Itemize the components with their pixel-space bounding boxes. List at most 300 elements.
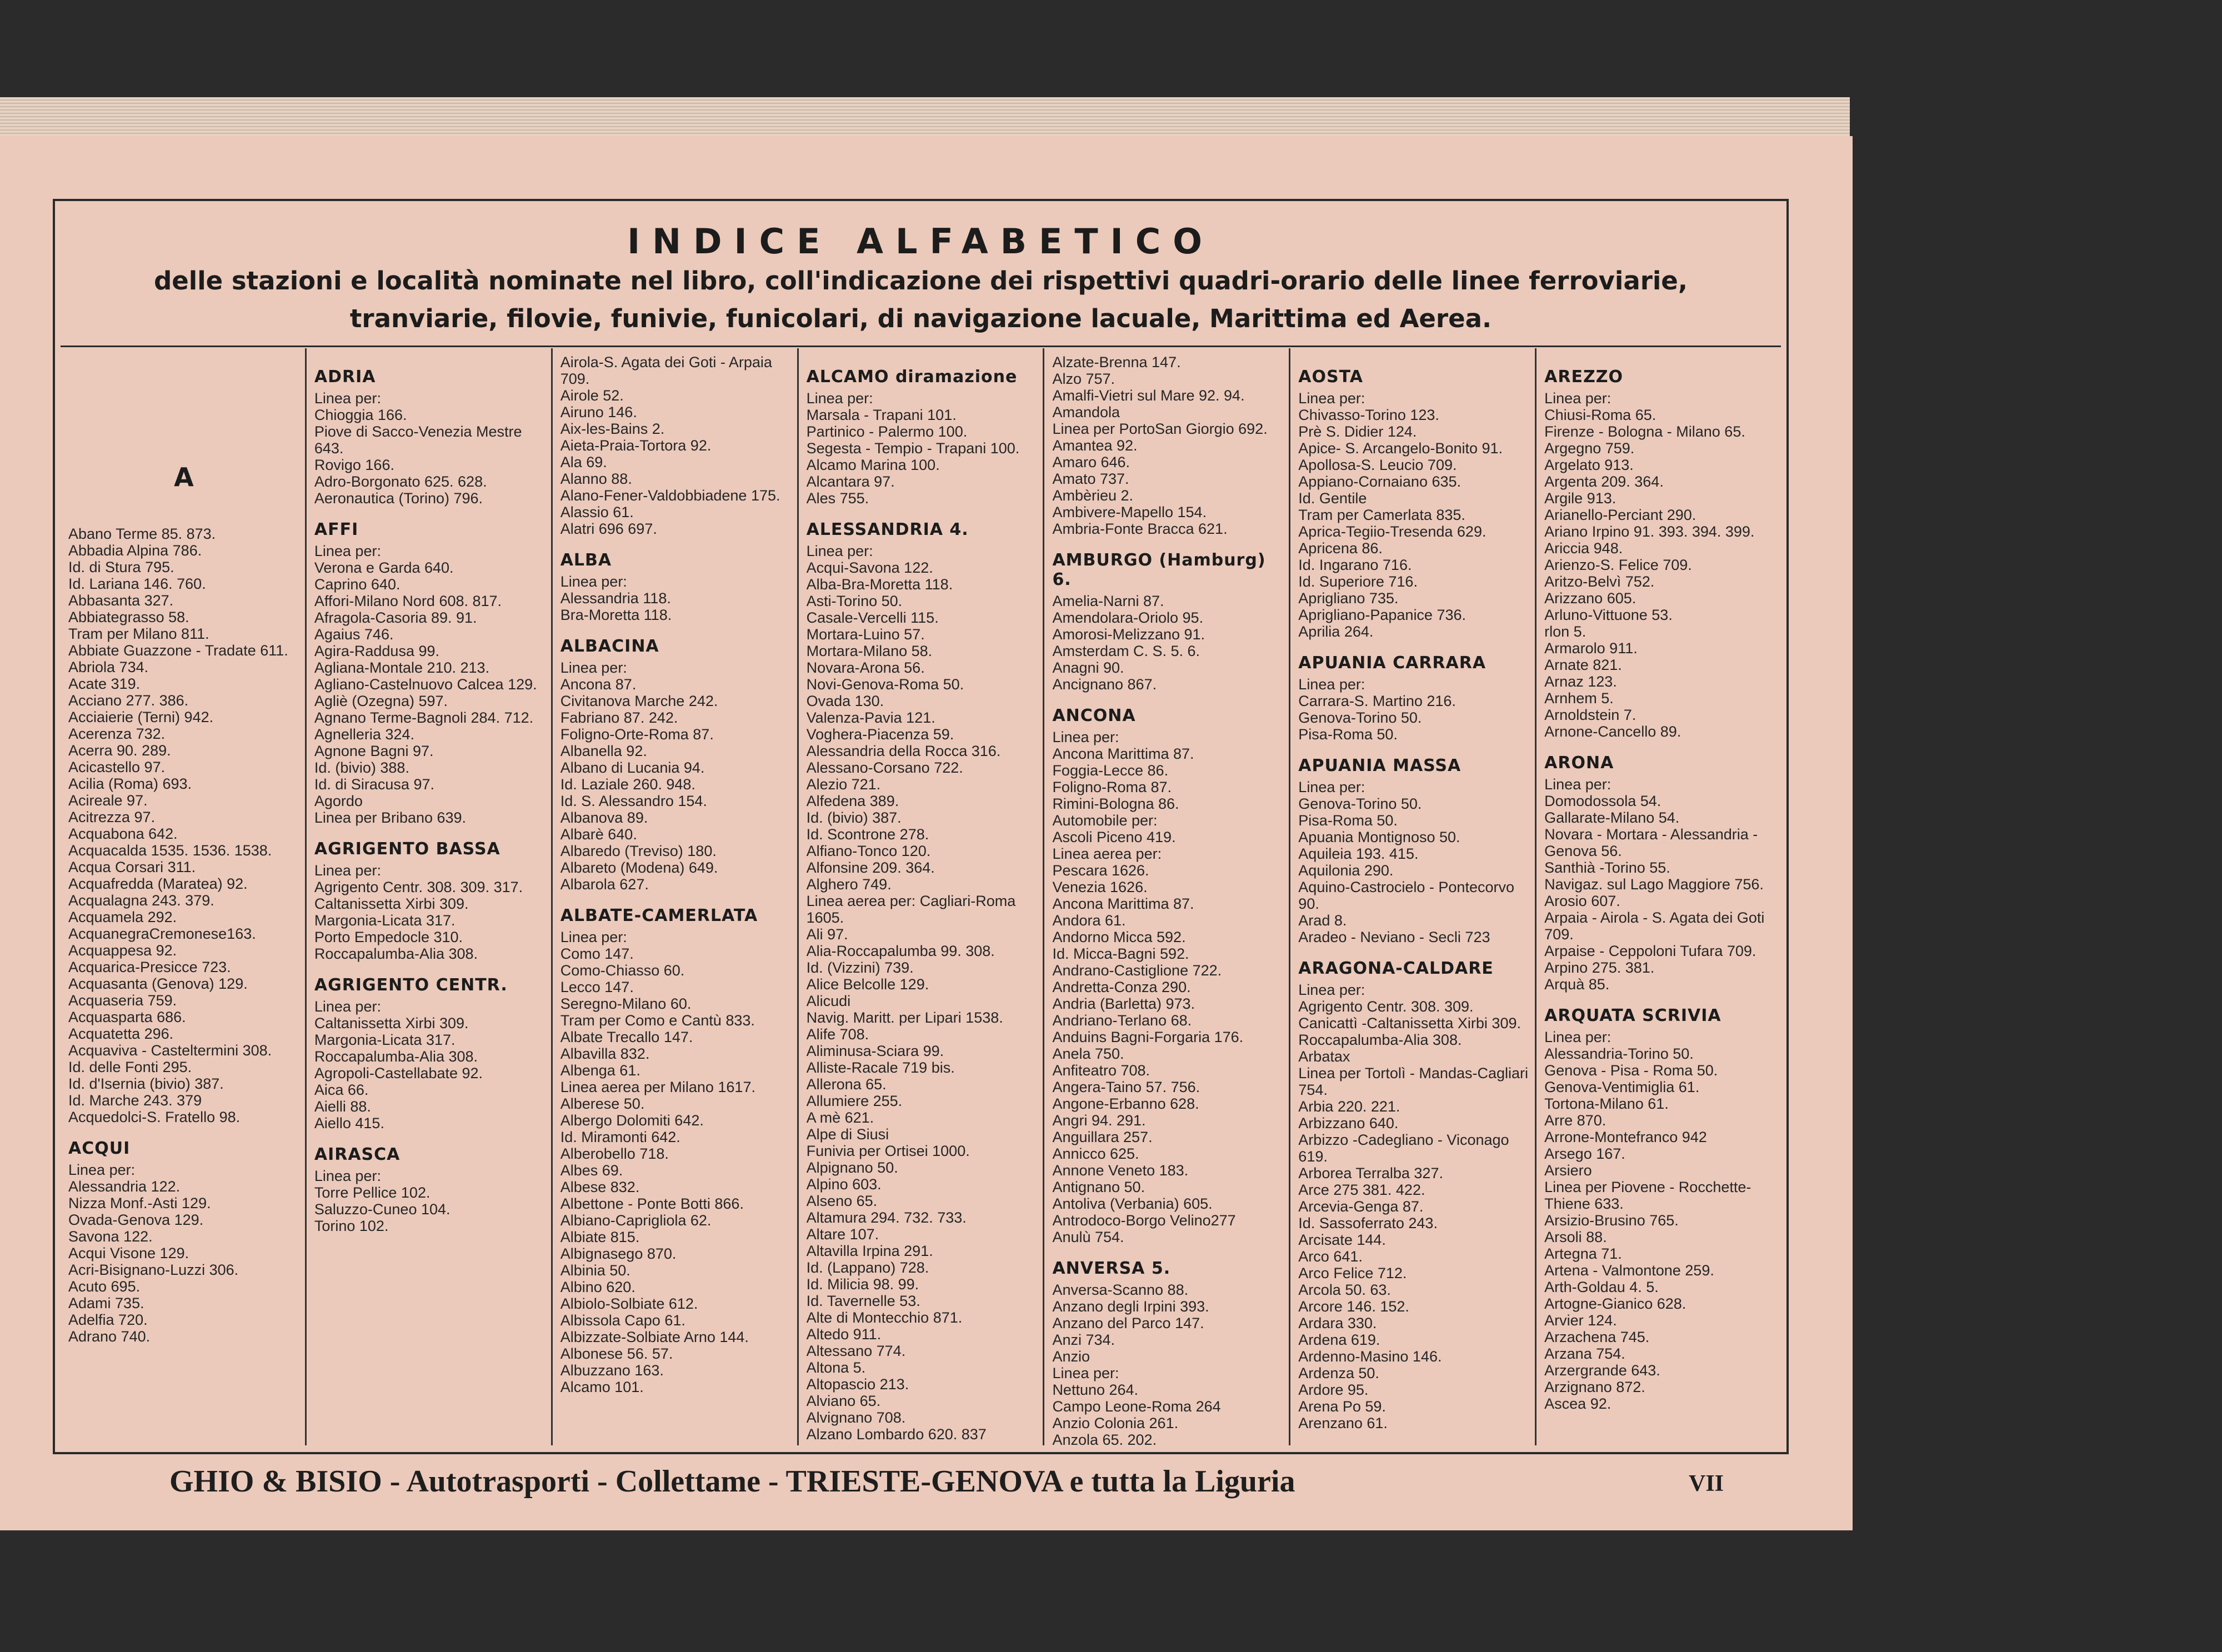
index-entry: Agliano-Castelnuovo Calcea 129.	[314, 676, 537, 693]
index-entry: Albano di Lucania 94.	[560, 759, 705, 776]
index-entry: Andora 61.	[1052, 912, 1126, 929]
index-entry: Afragola-Casoria 89. 91.	[314, 609, 477, 626]
index-heading: ALBACINA	[560, 637, 659, 656]
index-heading: ANCONA	[1052, 706, 1136, 725]
index-entry: Venezia 1626.	[1052, 879, 1148, 895]
index-heading: AGRIGENTO CENTR.	[314, 975, 508, 995]
index-entry: Chivasso-Torino 123.	[1298, 407, 1439, 423]
index-entry: Albiano-Caprigliola 62.	[560, 1212, 712, 1229]
index-entry: Aprigliano-Papanice 736.	[1298, 607, 1467, 623]
index-entry: Argile 913.	[1544, 490, 1617, 507]
index-entry: Linea per Piovene - Rocchette-Thiene 633.	[1544, 1179, 1751, 1212]
index-entry: Amalfi-Vietri sul Mare 92. 94.	[1052, 387, 1245, 404]
index-entry: Amaro 646.	[1052, 454, 1130, 470]
index-entry: Andriano-Terlano 68.	[1052, 1012, 1192, 1029]
index-entry: Armarolo 911.	[1544, 640, 1638, 657]
index-entry: Alcantara 97.	[806, 473, 895, 490]
index-entry: Acilia (Roma) 693.	[68, 775, 192, 792]
index-entry: Prè S. Didier 124.	[1298, 423, 1417, 440]
index-entry: Agordo	[314, 793, 363, 809]
index-entry: Campo Leone-Roma 264	[1052, 1398, 1221, 1415]
index-entry: Navigaz. sul Lago Maggiore 756.	[1544, 876, 1764, 893]
footer-advert: GHIO & BISIO - Autotrasporti - Collettame - TRIESTE-GENOVA e tutta la Liguria	[169, 1464, 1295, 1499]
index-entry: Automobile per:	[1052, 812, 1158, 829]
index-entry: Alzano Lombardo 620. 837	[806, 1426, 987, 1443]
index-entry: Arvier 124.	[1544, 1312, 1617, 1329]
index-entry: Id. Scontrone 278.	[806, 826, 929, 843]
index-entry: Alfonsine 209. 364.	[806, 859, 935, 876]
index-entry: Albergo Dolomiti 642.	[560, 1112, 704, 1129]
index-entry: Casale-Vercelli 115.	[806, 609, 939, 626]
index-heading: AOSTA	[1298, 367, 1363, 387]
section-letter: A	[174, 462, 194, 492]
index-entry: Andria (Barletta) 973.	[1052, 995, 1195, 1012]
index-entry: Albenga 61.	[560, 1062, 640, 1079]
index-entry: Amantea 92.	[1052, 437, 1138, 454]
page-number: VII	[1689, 1471, 1724, 1496]
index-entry: Acqui Visone 129.	[68, 1245, 189, 1261]
index-column	[1290, 348, 1537, 1445]
index-entry: Abano Terme 85. 873.	[68, 525, 216, 542]
index-entry: Albiolo-Solbiate 612.	[560, 1295, 698, 1312]
index-entry: Albavilla 832.	[560, 1045, 650, 1062]
index-entry: Antignano 50.	[1052, 1179, 1145, 1195]
index-entry: Id. Lariana 146. 760.	[68, 575, 206, 592]
index-entry: Id. Marche 243. 379	[68, 1092, 202, 1109]
index-entry: Albanova 89.	[560, 809, 648, 826]
index-entry: Arre 870.	[1544, 1112, 1607, 1129]
index-entry: Linea aerea per:	[1052, 845, 1162, 862]
index-entry: Arpaia - Airola - S. Agata dei Goti 709.	[1544, 909, 1769, 943]
index-entry: Appiano-Cornaiano 635.	[1298, 473, 1462, 490]
index-entry: Acquappesa 92.	[68, 942, 177, 959]
index-entry: Genova - Pisa - Roma 50.	[1544, 1062, 1718, 1079]
index-entry: Anfiteatro 708.	[1052, 1062, 1150, 1079]
index-entry: Acquedolci-S. Fratello 98.	[68, 1109, 241, 1125]
index-entry: Acquaviva - Casteltermini 308.	[68, 1042, 272, 1059]
index-entry: Arnone-Cancello 89.	[1544, 723, 1681, 740]
index-entry: Pisa-Roma 50.	[1298, 812, 1398, 829]
index-entry: Foggia-Lecce 86.	[1052, 762, 1169, 779]
index-entry: Alviano 65.	[806, 1393, 881, 1409]
index-entry: Alfedena 389.	[806, 793, 899, 809]
index-entry: Ascoli Piceno 419.	[1052, 829, 1176, 845]
index-entry: Arnate 821.	[1544, 657, 1622, 673]
index-entry: Caprino 640.	[314, 576, 401, 593]
index-entry: Linea per Bribano 639.	[314, 809, 467, 826]
index-heading: ANVERSA 5.	[1052, 1259, 1171, 1278]
index-entry: Acqua Corsari 311.	[68, 859, 196, 875]
index-entry: AcquanegraCremonese163.	[68, 925, 256, 942]
index-entry: Arianello-Perciant 290.	[1544, 507, 1696, 523]
index-entry: Alliste-Racale 719 bis.	[806, 1059, 955, 1076]
index-entry: Albignasego 870.	[560, 1245, 677, 1262]
index-entry: Nizza Monf.-Asti 129.	[68, 1195, 211, 1212]
index-entry: Arbizzo -Cadegliano - Viconago 619.	[1298, 1132, 1514, 1165]
index-entry: Id. Superiore 716.	[1298, 573, 1418, 590]
index-entry: Seregno-Milano 60.	[560, 995, 692, 1012]
index-heading: AFFI	[314, 520, 359, 539]
index-entry: Alice Belcolle 129.	[806, 976, 929, 993]
index-entry: Abbasanta 327.	[68, 592, 174, 609]
index-entry: Acquarica-Presicce 723.	[68, 959, 231, 975]
index-entry: Alberese 50.	[560, 1095, 645, 1112]
index-entry: Anzano degli Irpini 393.	[1052, 1298, 1209, 1315]
index-entry: Altona 5.	[806, 1359, 866, 1376]
index-entry: Arpino 275. 381.	[1544, 959, 1655, 976]
index-entry: Linea per:	[314, 543, 381, 559]
index-entry: Linea per:	[1544, 390, 1612, 407]
index-entry: Id. Gentile	[1298, 490, 1367, 507]
index-entry: Alicudi	[806, 993, 851, 1009]
index-entry: Aliminusa-Sciara 99.	[806, 1043, 944, 1059]
index-entry: Aiello 415.	[314, 1115, 384, 1132]
index-entry: Arnaz 123.	[1544, 673, 1617, 690]
index-entry: Alvignano 708.	[806, 1409, 906, 1426]
index-entry: Torre Pellice 102.	[314, 1184, 431, 1201]
index-entry: Arce 275 381. 422.	[1298, 1182, 1425, 1198]
index-entry: Acqualagna 243. 379.	[68, 892, 214, 909]
index-heading: ARQUATA SCRIVIA	[1544, 1006, 1721, 1025]
index-entry: Acquatetta 296.	[68, 1025, 174, 1042]
index-entry: Alpignano 50.	[806, 1159, 898, 1176]
index-entry: Acerra 90. 289.	[68, 742, 171, 759]
index-entry: Id. S. Alessandro 154.	[560, 793, 707, 809]
index-entry: A mè 621.	[806, 1109, 874, 1126]
index-entry: Genova-Ventimiglia 61.	[1544, 1079, 1700, 1095]
index-entry: Acri-Bisignano-Luzzi 306.	[68, 1261, 239, 1278]
index-entry: Amandola	[1052, 404, 1120, 420]
index-entry: Alcamo Marina 100.	[806, 457, 940, 473]
index-entry: Arco Felice 712.	[1298, 1265, 1407, 1281]
index-entry: Acciano 277. 386.	[68, 692, 189, 709]
index-entry: Aielli 88.	[314, 1098, 371, 1115]
index-entry: Acireale 97.	[68, 792, 148, 809]
index-entry: Linea aerea per: Cagliari-Roma 1605.	[806, 893, 1020, 926]
index-entry: Arcore 146. 152.	[1298, 1298, 1409, 1315]
index-entry: Roccapalumba-Alia 308.	[1298, 1032, 1462, 1048]
index-entry: Andorno Micca 592.	[1052, 929, 1186, 945]
index-column	[61, 348, 307, 1445]
index-entry: Acerenza 732.	[68, 725, 166, 742]
index-entry: Arad 8.	[1298, 912, 1347, 929]
index-entry: Verona e Garda 640.	[314, 559, 454, 576]
index-heading: APUANIA MASSA	[1298, 756, 1462, 775]
index-entry: Arosio 607.	[1544, 893, 1620, 909]
index-entry: Annicco 625.	[1052, 1145, 1139, 1162]
index-entry: Tram per Milano 811.	[68, 625, 209, 642]
index-entry: Ardenza 50.	[1298, 1365, 1379, 1381]
index-entry: Genova-Torino 50.	[1298, 709, 1422, 726]
index-entry: Allerona 65.	[806, 1076, 887, 1093]
index-entry: Agrigento Centr. 308. 309.	[1298, 998, 1474, 1015]
index-heading: ALBATE-CAMERLATA	[560, 906, 758, 925]
index-entry: Aeronautica (Torino) 796.	[314, 490, 483, 507]
index-entry: Linea per:	[314, 1168, 381, 1184]
index-entry: Arco 641.	[1298, 1248, 1363, 1265]
index-entry: Tortona-Milano 61.	[1544, 1095, 1669, 1112]
index-entry: Alba-Bra-Moretta 118.	[806, 576, 953, 593]
index-entry: Roccapalumba-Alia 308.	[314, 945, 478, 962]
index-entry: Fabriano 87. 242.	[560, 709, 678, 726]
index-column	[1044, 348, 1290, 1445]
index-entry: Arluno-Vittuone 53.	[1544, 607, 1673, 623]
index-entry: Ala 69.	[560, 454, 607, 470]
index-entry: Linea aerea per Milano 1617.	[560, 1079, 755, 1095]
index-entry: Artogne-Gianico 628.	[1544, 1295, 1686, 1312]
index-entry: Albinia 50.	[560, 1262, 630, 1279]
index-entry: Arzana 754.	[1544, 1345, 1625, 1362]
index-entry: Albettone - Ponte Botti 866.	[560, 1195, 744, 1212]
index-heading: ALCAMO diramazione	[806, 367, 1018, 387]
index-entry: Argenta 209. 364.	[1544, 473, 1664, 490]
index-entry: Airole 52.	[560, 387, 624, 404]
index-entry: Albareto (Modena) 649.	[560, 859, 718, 876]
index-entry: Linea per Tortolì - Mandas-Cagliari 754.	[1298, 1065, 1533, 1098]
index-heading: ACQUI	[68, 1139, 131, 1158]
index-entry: Amelia-Narni 87.	[1052, 593, 1164, 609]
index-entry: Amendolara-Oriolo 95.	[1052, 609, 1204, 626]
index-entry: Acitrezza 97.	[68, 809, 156, 825]
index-entry: Alzo 757.	[1052, 371, 1115, 387]
index-entry: Ali 97.	[806, 926, 848, 943]
index-heading: ARAGONA-CALDARE	[1298, 959, 1494, 978]
index-entry: Linea per:	[1298, 676, 1365, 693]
index-entry: Arbatax	[1298, 1048, 1350, 1065]
index-entry: Id. di Stura 795.	[68, 559, 174, 575]
index-entry: Arth-Goldau 4. 5.	[1544, 1279, 1659, 1295]
index-entry: Santhià -Torino 55.	[1544, 859, 1670, 876]
index-entry: Anzano del Parco 147.	[1052, 1315, 1204, 1331]
index-entry: Linea per:	[314, 390, 381, 407]
index-entry: Anagni 90.	[1052, 659, 1124, 676]
index-entry: Domodossola 54.	[1544, 793, 1662, 809]
index-entry: Arsego 167.	[1544, 1145, 1625, 1162]
index-entry: Albarè 640.	[560, 826, 637, 843]
index-entry: Albissola Capo 61.	[560, 1312, 685, 1329]
index-entry: Arzachena 745.	[1544, 1329, 1650, 1345]
index-entry: Ambivere-Mapello 154.	[1052, 504, 1207, 520]
index-entry: Acquafredda (Maratea) 92.	[68, 875, 248, 892]
index-entry: Abbiategrasso 58.	[68, 609, 189, 625]
index-entry: Alessandria 122.	[68, 1178, 181, 1195]
index-entry: Ovada-Genova 129.	[68, 1212, 204, 1228]
index-entry: Andrano-Castiglione 722.	[1052, 962, 1222, 979]
index-entry: Alpe di Siusi	[806, 1126, 889, 1143]
index-entry: Ardenno-Masino 146.	[1298, 1348, 1442, 1365]
index-entry: Linea per:	[1544, 776, 1612, 793]
index-entry: Arzignano 872.	[1544, 1379, 1645, 1395]
index-entry: Andretta-Conza 290.	[1052, 979, 1191, 995]
index-entry: Aquileia 193. 415.	[1298, 845, 1419, 862]
index-entry: Pescara 1626.	[1052, 862, 1149, 879]
index-entry: Firenze - Bologna - Milano 65.	[1544, 423, 1745, 440]
index-entry: Agnone Bagni 97.	[314, 743, 434, 759]
index-entry: Allumiere 255.	[806, 1093, 903, 1109]
index-entry: Arienzo-S. Felice 709.	[1544, 557, 1692, 573]
index-entry: Angri 94. 291.	[1052, 1112, 1146, 1129]
index-entry: Aprica-Tegiio-Tresenda 629.	[1298, 523, 1487, 540]
index-column	[307, 348, 553, 1445]
index-entry: Foligno-Roma 87.	[1052, 779, 1172, 795]
index-entry: Caltanissetta Xirbi 309.	[314, 895, 469, 912]
index-entry: Linea per PortoSan Giorgio 692.	[1052, 420, 1268, 437]
index-entry: Altavilla Irpina 291.	[806, 1243, 933, 1259]
index-entry: Albonese 56. 57.	[560, 1345, 673, 1362]
book-page	[0, 136, 1853, 1530]
index-entry: Adelfia 720.	[68, 1311, 148, 1328]
index-entry: Ardena 619.	[1298, 1331, 1380, 1348]
index-entry: Acicastello 97.	[68, 759, 166, 775]
index-entry: Pisa-Roma 50.	[1298, 726, 1398, 743]
index-entry: Alzate-Brenna 147.	[1052, 354, 1181, 371]
index-entry: Anzio Colonia 261.	[1052, 1415, 1179, 1431]
index-entry: Albes 69.	[560, 1162, 623, 1179]
index-entry: Arcola 50. 63.	[1298, 1281, 1391, 1298]
index-entry: Antrodoco-Borgo Velino277	[1052, 1212, 1236, 1229]
index-entry: Anzi 734.	[1052, 1331, 1115, 1348]
index-entry: Agliana-Montale 210. 213.	[314, 659, 490, 676]
index-entry: Arrone-Montefranco 942	[1544, 1129, 1707, 1145]
index-entry: Ascea 92.	[1544, 1395, 1612, 1412]
index-entry: Acciaierie (Terni) 942.	[68, 709, 214, 725]
index-entry: Id. Ingarano 716.	[1298, 557, 1412, 573]
index-entry: Angera-Taino 57. 756.	[1052, 1079, 1200, 1095]
index-entry: Alessandria 118.	[560, 590, 671, 607]
index-entry: Arquà 85.	[1544, 976, 1610, 993]
index-entry: Alcamo 101.	[560, 1379, 644, 1395]
index-entry: Acate 319.	[68, 675, 141, 692]
index-entry: Annone Veneto 183.	[1052, 1162, 1189, 1179]
index-entry: Id. Milicia 98. 99.	[806, 1276, 919, 1293]
index-entry: Alpino 603.	[806, 1176, 882, 1193]
index-columns	[61, 348, 1781, 1445]
index-entry: Ancona Marittima 87.	[1052, 895, 1194, 912]
index-entry: Albino 620.	[560, 1279, 635, 1295]
index-entry: Funivia per Ortisei 1000.	[806, 1143, 970, 1159]
index-entry: Linea per:	[1298, 779, 1365, 795]
index-heading: ADRIA	[314, 367, 376, 387]
index-entry: Alassio 61.	[560, 504, 634, 520]
index-column	[799, 348, 1045, 1445]
index-entry: Rimini-Bologna 86.	[1052, 795, 1179, 812]
index-entry: Ambèrieu 2.	[1052, 487, 1134, 504]
index-entry: Ovada 130.	[806, 693, 884, 709]
header-rule	[61, 346, 1781, 347]
index-entry: Segesta - Tempio - Trapani 100.	[806, 440, 1020, 457]
index-entry: Id. (bivio) 387.	[806, 809, 902, 826]
index-entry: Margonia-Licata 317.	[314, 912, 456, 929]
index-entry: Linea per:	[560, 659, 627, 676]
index-entry: Apricena 86.	[1298, 540, 1383, 557]
index-entry: Arcisate 144.	[1298, 1232, 1386, 1248]
index-heading: AMBURGO (Hamburg) 6.	[1052, 550, 1266, 589]
index-entry: Id. d'Isernia (bivio) 387.	[68, 1075, 224, 1092]
index-entry: Aica 66.	[314, 1082, 369, 1098]
index-entry: Amsterdam C. S. 5. 6.	[1052, 643, 1200, 659]
index-entry: Arizzano 605.	[1544, 590, 1637, 607]
index-entry: Ardore 95.	[1298, 1381, 1369, 1398]
index-entry: Ariano Irpino 91. 393. 394. 399.	[1544, 523, 1755, 540]
index-heading: AGRIGENTO BASSA	[314, 839, 501, 859]
index-entry: Adro-Borgonato 625. 628.	[314, 473, 487, 490]
index-entry: Id. Micca-Bagni 592.	[1052, 945, 1189, 962]
index-entry: Agnano Terme-Bagnoli 284. 712.	[314, 709, 534, 726]
index-entry: Mortara-Luino 57.	[806, 626, 925, 643]
index-entry: Aix-les-Bains 2.	[560, 420, 665, 437]
index-entry: Alfiano-Tonco 120.	[806, 843, 931, 859]
index-entry: Id. (Vizzini) 739.	[806, 959, 914, 976]
index-entry: Altare 107.	[806, 1226, 879, 1243]
index-entry: Airuno 146.	[560, 404, 637, 420]
index-entry: Arbizzano 640.	[1298, 1115, 1399, 1132]
index-entry: Savona 122.	[68, 1228, 153, 1245]
index-entry: Id. Sassoferrato 243.	[1298, 1215, 1438, 1232]
index-entry: Apuania Montignoso 50.	[1298, 829, 1460, 845]
index-entry: Novi-Genova-Roma 50.	[806, 676, 964, 693]
index-entry: Linea per:	[1298, 390, 1365, 407]
index-entry: Linea per:	[314, 862, 381, 879]
index-column	[1537, 348, 1781, 1445]
index-entry: Argegno 759.	[1544, 440, 1635, 457]
index-entry: Artena - Valmontone 259.	[1544, 1262, 1714, 1279]
index-entry: Altopascio 213.	[806, 1376, 909, 1393]
index-entry: Nettuno 264.	[1052, 1381, 1139, 1398]
index-entry: Gallarate-Milano 54.	[1544, 809, 1680, 826]
index-subtitle: delle stazioni e località nominate nel libro, coll'indicazione dei rispettivi quadri-orario delle linee ferroviarie, tranviarie, filovie, funivie, funicolari, di navigazione lacuale, Marittima ed Aerea.	[154, 266, 1688, 333]
index-entry: Tram per Camerlata 835.	[1298, 507, 1465, 523]
index-entry: Abriola 734.	[68, 659, 149, 675]
index-entry: Como-Chiasso 60.	[560, 962, 685, 979]
index-entry: Anversa-Scanno 88.	[1052, 1281, 1189, 1298]
index-entry: Aprigliano 735.	[1298, 590, 1399, 607]
index-entry: Artegna 71.	[1544, 1245, 1622, 1262]
index-entry: Novara - Mortara - Alessandria - Genova 56.	[1544, 826, 1762, 859]
index-heading: APUANIA CARRARA	[1298, 653, 1487, 673]
index-column	[553, 348, 799, 1445]
index-entry: Alezio 721.	[806, 776, 881, 793]
index-entry: Acquabona 642.	[68, 825, 178, 842]
index-entry: Anguillara 257.	[1052, 1129, 1153, 1145]
index-entry: Arena Po 59.	[1298, 1398, 1386, 1415]
index-entry: Alanno 88.	[560, 470, 632, 487]
index-entry: Ardara 330.	[1298, 1315, 1377, 1331]
index-entry: Id. (Lappano) 728.	[806, 1259, 929, 1276]
index-entry: Torino 102.	[314, 1218, 389, 1234]
index-entry: Altessano 774.	[806, 1343, 906, 1359]
index-entry: Linea per:	[806, 543, 873, 559]
index-entry: Ancona Marittima 87.	[1052, 745, 1194, 762]
index-entry: Ales 755.	[806, 490, 869, 507]
index-entry: Anduins Bagni-Forgaria 176.	[1052, 1029, 1244, 1045]
index-entry: Foligno-Orte-Roma 87.	[560, 726, 714, 743]
index-entry: Anzola 65. 202.	[1052, 1431, 1157, 1445]
index-entry: Albizzate-Solbiate Arno 144.	[560, 1329, 749, 1345]
index-entry: Voghera-Piacenza 59.	[806, 726, 954, 743]
index-entry: Affori-Milano Nord 608. 817.	[314, 593, 502, 609]
index-entry: Aritzo-Belvì 752.	[1544, 573, 1655, 590]
index-entry: Agnelleria 324.	[314, 726, 414, 743]
index-entry: Anela 750.	[1052, 1045, 1124, 1062]
index-entry: Alte di Montecchio 871.	[806, 1309, 963, 1326]
index-heading: ARONA	[1544, 753, 1614, 773]
index-entry: Linea per:	[68, 1162, 136, 1178]
index-entry: Linea per:	[314, 998, 381, 1015]
index-entry: Albiate 815.	[560, 1229, 640, 1245]
index-title: INDICE ALFABETICO	[627, 221, 1214, 262]
index-entry: Chioggia 166.	[314, 407, 407, 423]
index-entry: Alghero 749.	[806, 876, 892, 893]
